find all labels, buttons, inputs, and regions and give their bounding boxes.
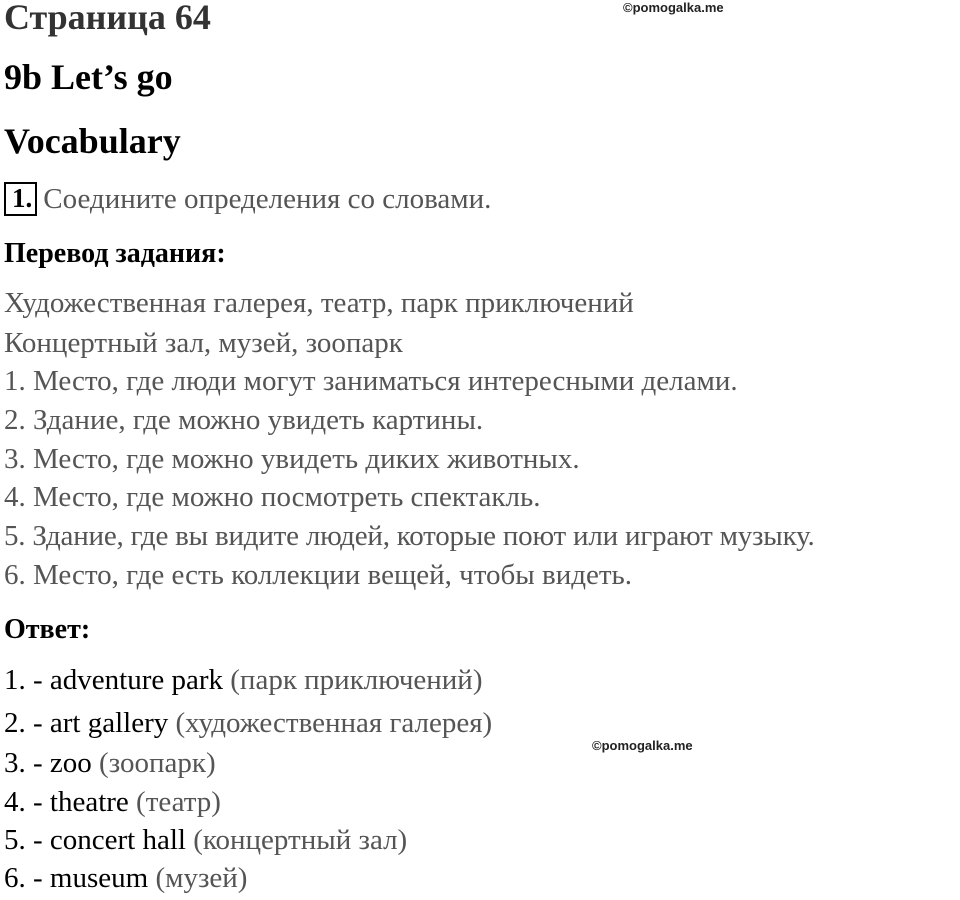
answer-item (4, 786, 221, 819)
task-row (4, 182, 491, 216)
answer-translation: (музей) (155, 862, 248, 894)
answer-item (4, 664, 483, 697)
watermark-top: ©pomogalka.me (623, 0, 724, 15)
section-title: Vocabulary (4, 121, 181, 161)
translation-line: 1. Место, где люди могут заниматься интересными делами. (4, 365, 738, 397)
translation-line: 6. Место, где есть коллекции вещей, чтобы видеть. (4, 559, 633, 591)
answer-word: 4. - theatre (4, 786, 129, 818)
watermark-middle: ©pomogalka.me (592, 738, 693, 753)
translation-line: 2. Здание, где можно увидеть картины. (4, 404, 484, 436)
answer-word: 6. - museum (4, 862, 149, 894)
answer-translation: (зоопарк) (99, 747, 216, 779)
task-instruction: Соедините определения со словами. (43, 182, 492, 215)
page-title: Страница 64 (4, 0, 211, 37)
answer-item (4, 747, 216, 780)
answer-translation: (парк приключений) (230, 664, 483, 696)
answer-translation: (театр) (136, 786, 221, 818)
answer-word: 2. - art gallery (4, 707, 169, 739)
translation-line: 4. Место, где можно посмотреть спектакль. (4, 481, 541, 513)
answer-translation: (концертный зал) (193, 824, 408, 856)
answer-word: 5. - concert hall (4, 824, 186, 856)
translation-line: Художественная галерея, театр, парк приключений (4, 287, 634, 319)
translation-line: 5. Здание, где вы видите людей, которые поют или играют музыку. (4, 520, 815, 552)
translation-line: Концертный зал, музей, зоопарк (4, 327, 403, 359)
unit-title: 9b Let’s go (4, 57, 173, 97)
answer-heading: Ответ: (4, 614, 91, 645)
answer-item (4, 862, 247, 895)
answer-translation: (художественная галерея) (175, 707, 493, 739)
answer-item (4, 707, 492, 740)
answer-item (4, 824, 407, 857)
task-number: 1. (4, 182, 37, 216)
translation-line: 3. Место, где можно увидеть диких животных. (4, 443, 580, 475)
answer-word: 3. - zoo (4, 747, 92, 779)
answer-word: 1. - adventure park (4, 664, 224, 696)
translation-heading: Перевод задания: (4, 238, 226, 269)
